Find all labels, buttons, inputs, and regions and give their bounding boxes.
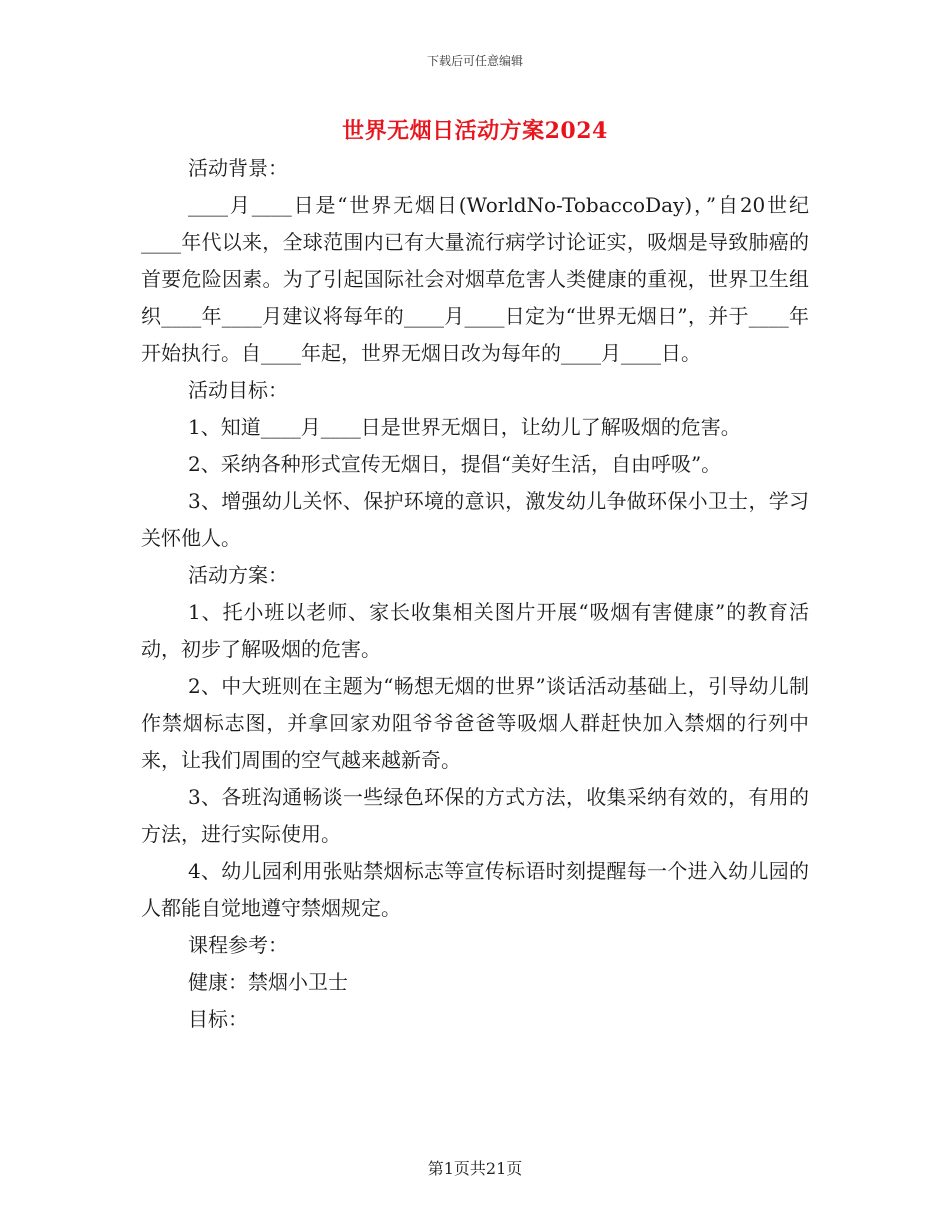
goal-item-2: 2、采纳各种形式宣传无烟日，提倡“美好生活，自由呼吸”。 — [188, 452, 722, 476]
plan-item-1: 1、托小班以老师、家长收集相关图片开展“吸烟有害健康”的教育活动，初步了解吸烟的危害。 — [141, 600, 809, 661]
plan-item-2: 2、中大班则在主题为“畅想无烟的世界”谈话活动基础上，引导幼儿制作禁烟标志图，并拿回家劝阻爷爷爸爸等吸烟人群赶快加入禁烟的行列中来，让我们周围的空气越来越新奇。 — [141, 674, 809, 772]
course-goals-heading: 目标： — [188, 1007, 248, 1031]
section-heading-background: 活动背景： — [188, 156, 288, 180]
page-footer: 第1页共21页 — [427, 1159, 523, 1178]
section-heading-course: 课程参考： — [188, 933, 288, 957]
plan-item-3: 3、各班沟通畅谈一些绿色环保的方式方法，收集采纳有效的，有用的方法，进行实际使用。 — [141, 785, 809, 846]
page-header: 下载后可任意编辑 — [426, 54, 523, 68]
plan-item-4: 4、幼儿园利用张贴禁烟标志等宣传标语时刻提醒每一个进入幼儿园的人都能自觉地遵守禁烟规定。 — [141, 859, 809, 920]
goal-item-3: 3、增强幼儿关怀、保护环境的意识，激发幼儿争做环保小卫士，学习关怀他人。 — [141, 489, 809, 550]
goal-item-1: 1、知道____月____日是世界无烟日，让幼儿了解吸烟的危害。 — [188, 415, 741, 439]
paragraph-background: ____月____日是“世界无烟日(WorldNo-TobaccoDay)，”自20世纪____年代以来，全球范围内已有大量流行病学讨论证实，吸烟是导致肺癌的首要危险因素。为了引起国际社会对烟草危害人类健康的重视，世界卫生组织____年____月建议将每年的____月____日定为“世界无烟日”，并于____年开始执行。自____年起，世界无烟日改为每年的____月____日。 — [141, 193, 809, 365]
document-body — [141, 150, 809, 1038]
section-heading-goals: 活动目标： — [188, 378, 288, 402]
document-title: 世界无烟日活动方案2024 — [342, 118, 608, 144]
section-heading-plan: 活动方案： — [188, 563, 288, 587]
course-title: 健康：禁烟小卫士 — [188, 970, 348, 994]
